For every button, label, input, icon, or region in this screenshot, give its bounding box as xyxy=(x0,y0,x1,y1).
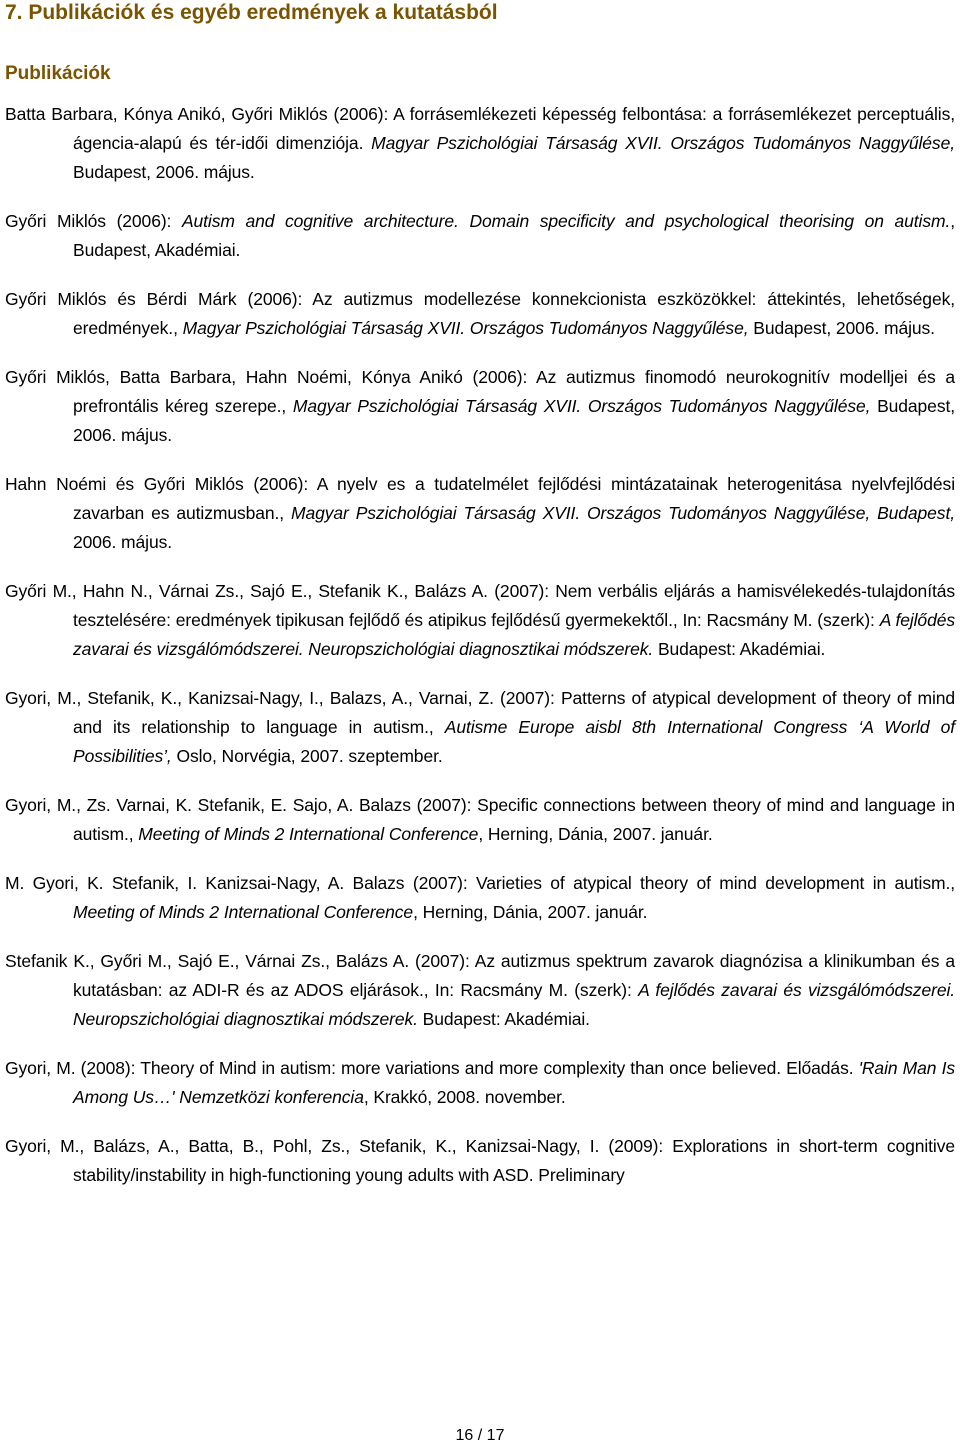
reference-italic-segment: A fejlődés zavarai és vizsgálómódszerei. Neuropszichológiai diagnosztikai módszerek. xyxy=(73,980,955,1029)
reference-entry xyxy=(5,1132,955,1190)
reference-italic-segment: Autism and cognitive architecture. Domain specificity and psychological theorising on autism. xyxy=(181,211,951,231)
reference-entry xyxy=(5,577,955,664)
reference-segment: , Herning, Dánia, 2007. január. xyxy=(478,824,713,844)
reference-segment: Győri Miklós, Batta Barbara, Hahn Noémi, Kónya Anikó (2006): Az autizmus finomodó neurokognitív modelljei és a prefrontális kéreg szerepe., xyxy=(5,367,955,416)
reference-segment: Gyori, M., Balázs, A., Batta, B., Pohl, Zs., Stefanik, K., Kanizsai-Nagy, I. (2009): Explorations in short-term cognitive stability/instability in high-functioning young adults with ASD. Preliminary xyxy=(5,1136,955,1185)
reference-italic-segment: Meeting of Minds 2 International Conference xyxy=(73,902,414,922)
reference-segment: Gyori, M., Zs. Varnai, K. Stefanik, E. Sajo, A. Balazs (2007): Specific connections between theory of mind and language in autism., xyxy=(5,795,955,844)
reference-segment: M. Gyori, K. Stefanik, I. Kanizsai-Nagy, A. Balazs (2007): Varieties of atypical theory of mind development in autism., xyxy=(5,873,955,893)
reference-entry xyxy=(5,285,955,343)
reference-segment: Budapest, 2006. május. xyxy=(73,396,955,445)
page-number: 16 / 17 xyxy=(455,1427,505,1444)
reference-segment: Hahn Noémi és Győri Miklós (2006): A nyelv es a tudatelmélet fejlődési mintázatainak heterogenitása nyelvfejlődési zavarban es autizmusban., xyxy=(5,474,955,523)
reference-segment: Budapest, 2006. május. xyxy=(73,162,255,182)
reference-segment: Győri Miklós (2006): xyxy=(5,211,182,231)
reference-italic-segment: Magyar Pszichológiai Társaság XVII. Országos Tudományos Naggyűlése, xyxy=(292,396,871,416)
reference-segment: Budapest: Akadémiai. xyxy=(653,639,826,659)
reference-segment: , Herning, Dánia, 2007. január. xyxy=(413,902,648,922)
reference-italic-segment: Magyar Pszichológiai Társaság XVII. Országos Tudományos Naggyűlése, xyxy=(182,318,749,338)
reference-segment: 2006. május. xyxy=(73,532,172,552)
reference-entry xyxy=(5,869,955,927)
reference-segment: Győri M., Hahn N., Várnai Zs., Sajó E., Stefanik K., Balázs A. (2007): Nem verbális eljárás a hamisvélekedés-tulajdonítás tesztelésére: eredmények tipikusan fejlődő és atipikus fejlődésű gyermekektől., In: Racsmány M. (szerk): xyxy=(5,581,955,630)
reference-entry xyxy=(5,1054,955,1112)
reference-segment: Batta Barbara, Kónya Anikó, Győri Miklós (2006): A forrásemlékezeti képesség felbontása: a forrásemlékezet perceptuális, ágencia-alapú és tér-idői dimenziója. xyxy=(5,104,955,153)
reference-entry xyxy=(5,470,955,557)
reference-segment: Stefanik K., Győri M., Sajó E., Várnai Zs., Balázs A. (2007): Az autizmus spektrum zavarok diagnózisa a klinikumban és a kutatásban: az ADI-R és az ADOS eljárások., In: Racsmány M. (szerk): xyxy=(5,951,955,1000)
reference-italic-segment: Magyar Pszichológiai Társaság XVII. Országos Tudományos Naggyűlése, Budapest, xyxy=(291,503,955,523)
reference-entry xyxy=(5,363,955,450)
subsection-heading: Publikációk xyxy=(5,63,111,84)
reference-italic-segment: Magyar Pszichológiai Társaság XVII. Országos Tudományos Naggyűlése, xyxy=(371,133,955,153)
reference-segment: Gyori, M. (2008): Theory of Mind in autism: more variations and more complexity than once believed. Előadás. xyxy=(5,1058,859,1078)
reference-segment: Győri Miklós és Bérdi Márk (2006): Az autizmus modellezése konnekcionista eszközökkel: áttekintés, lehetőségek, eredmények., xyxy=(5,289,955,338)
reference-italic-segment: A fejlődés zavarai és vizsgálómódszerei. Neuropszichológiai diagnosztikai módszerek. xyxy=(73,610,955,659)
reference-italic-segment: Meeting of Minds 2 International Conference xyxy=(138,824,479,844)
reference-list xyxy=(5,100,955,1210)
section-heading: 7. Publikációk és egyéb eredmények a kutatásból xyxy=(5,1,498,24)
reference-segment: , Budapest, Akadémiai. xyxy=(73,211,955,260)
reference-segment: Gyori, M., Stefanik, K., Kanizsai-Nagy, I., Balazs, A., Varnai, Z. (2007): Patterns of atypical development of theory of mind and its relationship to language in autism., xyxy=(5,688,955,737)
reference-entry xyxy=(5,207,955,265)
reference-segment: Budapest: Akadémiai. xyxy=(417,1009,590,1029)
reference-italic-segment: Autisme Europe aisbl 8th International Congress ‘A World of Possibilities’, xyxy=(73,717,955,766)
reference-entry xyxy=(5,947,955,1034)
reference-segment: Budapest, 2006. május. xyxy=(748,318,935,338)
reference-italic-segment: 'Rain Man Is Among Us…' Nemzetközi konferencia xyxy=(73,1058,955,1107)
reference-entry xyxy=(5,791,955,849)
reference-segment: , Krakkó, 2008. november. xyxy=(363,1087,566,1107)
reference-entry xyxy=(5,100,955,187)
reference-segment: Oslo, Norvégia, 2007. szeptember. xyxy=(171,746,443,766)
reference-entry xyxy=(5,684,955,771)
